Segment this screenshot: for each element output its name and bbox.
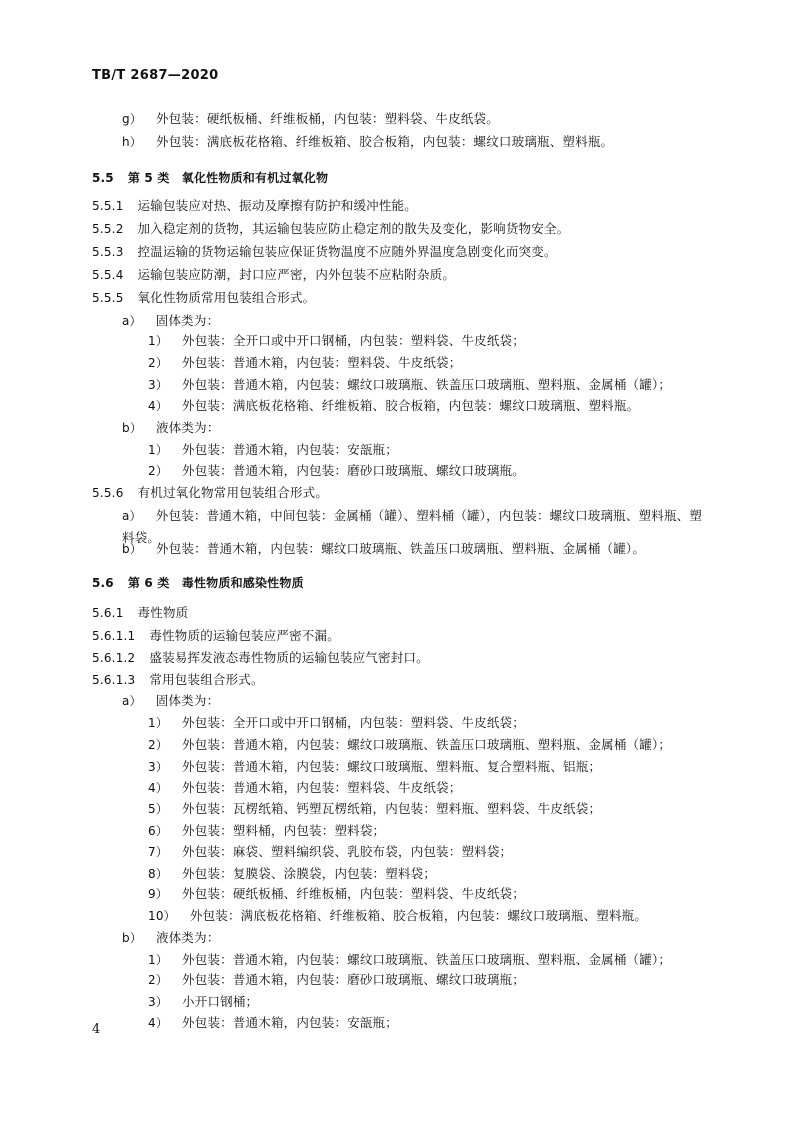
clause-text: 外包装：普通木箱，内包装：螺纹口玻璃瓶、铁盖压口玻璃瓶、塑料瓶、金属桶（罐）。 — [156, 541, 646, 556]
clause-number: 1） — [148, 334, 169, 348]
clause-number: 3） — [148, 760, 169, 774]
clause-line — [92, 198, 417, 214]
clause-text: 固体类为： — [155, 693, 220, 708]
clause-text: 外包装：普通木箱，内包装：磨砂口玻璃瓶、螺纹口玻璃瓶； — [182, 972, 525, 987]
standard-code-header: TB/T 2687—2020 — [92, 68, 219, 83]
clause-text: 加入稳定剂的货物，其运输包装应防止稳定剂的散失及变化，影响货物安全。 — [137, 221, 570, 236]
clause-text: 液体类为： — [156, 420, 220, 435]
clause-number: 5.5 — [92, 171, 114, 185]
clause-number: 2） — [148, 738, 169, 752]
clause-line — [148, 866, 436, 882]
clause-line — [148, 908, 647, 924]
clause-text: 毒性物质的运输包装应严密不漏。 — [149, 628, 340, 643]
clause-line — [148, 994, 258, 1010]
clause-number: 5.6.1 — [92, 606, 124, 620]
clause-text: 外包装：普通木箱，内包装：螺纹口玻璃瓶、铁盖压口玻璃瓶、塑料瓶、金属桶（罐）； — [182, 737, 672, 752]
clause-number: g） — [122, 112, 143, 126]
clause-text: 外包装：复膜袋、涂膜袋，内包装：塑料袋； — [182, 866, 437, 881]
clause-number: 1） — [148, 443, 169, 457]
clause-line — [148, 715, 525, 731]
clause-line — [92, 628, 340, 644]
clause-text: 运输包装应防潮，封口应严密，内外包装不应粘附杂质。 — [137, 267, 456, 282]
clause-line — [148, 737, 671, 753]
clause-number: 9） — [148, 887, 169, 901]
clause-line — [122, 930, 220, 946]
clause-number: h） — [122, 135, 143, 149]
clause-line — [92, 672, 264, 688]
clause-line — [148, 844, 512, 860]
clause-number: 5.5.5 — [92, 291, 124, 305]
clause-text: 外包装：全开口或中开口钢桶，内包装：塑料袋、牛皮纸袋； — [182, 333, 525, 348]
clause-number: b） — [122, 931, 143, 945]
section-title: 第 5 类 氧化性物质和有机过氧化物 — [127, 171, 329, 185]
clause-number: 5.6.1.3 — [92, 673, 136, 687]
clause-line — [92, 485, 328, 501]
clause-text: 外包装：普通木箱，内包装：安瓿瓶； — [182, 1015, 398, 1030]
clause-number: 5.5.4 — [92, 268, 124, 282]
clause-number: 5.5.6 — [92, 486, 124, 500]
clause-text: 外包装：硬纸板桶、纤维板桶，内包装：塑料袋、牛皮纸袋； — [182, 886, 525, 901]
clause-number: 2） — [148, 464, 169, 478]
clause-line — [148, 952, 671, 968]
clause-line — [122, 111, 499, 127]
clause-number: b） — [122, 542, 143, 556]
clause-number: 3） — [148, 995, 169, 1009]
clause-text: 运输包装应对热、振动及摩擦有防护和缓冲性能。 — [137, 198, 417, 213]
clause-text: 外包装：普通木箱，内包装：塑料袋、牛皮纸袋； — [182, 780, 462, 795]
clause-text: 外包装：普通木箱，中间包装：金属桶（罐）、塑料桶（罐），内包装：螺纹口玻璃瓶、塑料瓶、塑料袋。 — [122, 508, 703, 545]
page-number: 4 — [92, 1022, 101, 1037]
clause-number: 8） — [148, 867, 169, 881]
clause-line — [148, 355, 461, 371]
clause-text: 外包装：普通木箱，内包装：安瓿瓶； — [182, 442, 398, 457]
clause-number: 4） — [148, 781, 169, 795]
clause-number: a） — [122, 509, 142, 523]
clause-number: 4） — [148, 1016, 169, 1030]
clause-number: a） — [122, 694, 142, 708]
clause-text: 外包装：满底板花格箱、纤维板箱、胶合板箱，内包装：螺纹口玻璃瓶、塑料瓶。 — [156, 134, 614, 149]
clause-text: 外包装：普通木箱，内包装：螺纹口玻璃瓶、铁盖压口玻璃瓶、塑料瓶、金属桶（罐）； — [182, 377, 672, 392]
clause-line — [148, 1015, 398, 1031]
clause-number: 5.5.2 — [92, 222, 124, 236]
clause-line — [148, 333, 525, 349]
clause-text: 外包装：瓦楞纸箱、钙塑瓦楞纸箱，内包装：塑料瓶、塑料袋、牛皮纸袋； — [182, 801, 602, 816]
clause-number: 5.6.1.1 — [92, 629, 136, 643]
clause-line — [122, 420, 220, 436]
clause-text: 外包装：普通木箱，内包装：磨砂口玻璃瓶、螺纹口玻璃瓶。 — [182, 463, 525, 478]
clause-text: 外包装：普通木箱，内包装：螺纹口玻璃瓶、铁盖压口玻璃瓶、塑料瓶、金属桶（罐）； — [182, 952, 672, 967]
clause-number: 1） — [148, 716, 169, 730]
clause-number: 6） — [148, 824, 169, 838]
clause-line — [92, 267, 455, 283]
clause-line — [148, 780, 461, 796]
clause-text: 外包装：麻袋、塑料编织袋、乳胶布袋，内包装：塑料袋； — [182, 844, 513, 859]
clause-number: 2） — [148, 356, 169, 370]
clause-number: 4） — [148, 399, 169, 413]
clause-number: b） — [122, 421, 143, 435]
section-title: 第 6 类 毒性物质和感染性物质 — [127, 576, 304, 590]
clause-line — [92, 605, 188, 621]
clause-number: 5.5.1 — [92, 199, 124, 213]
clause-line — [122, 134, 613, 150]
clause-line — [148, 972, 525, 988]
clause-text: 毒性物质 — [137, 605, 189, 620]
clause-text: 外包装：全开口或中开口钢桶，内包装：塑料袋、牛皮纸袋； — [182, 715, 525, 730]
clause-text: 常用包装组合形式。 — [149, 672, 264, 687]
clause-line — [122, 313, 219, 329]
clause-line — [148, 823, 385, 839]
section-heading — [92, 170, 328, 186]
clause-line — [148, 886, 525, 902]
clause-text: 外包装：硬纸板桶、纤维板桶，内包装：塑料袋、牛皮纸袋。 — [156, 111, 499, 126]
clause-number: 5.5.3 — [92, 245, 124, 259]
clause-line — [148, 801, 601, 817]
clause-text: 外包装：普通木箱，内包装：螺纹口玻璃瓶、塑料瓶、复合塑料瓶、铝瓶； — [182, 759, 602, 774]
clause-text: 氧化性物质常用包装组合形式。 — [137, 290, 316, 305]
clause-text: 外包装：满底板花格箱、纤维板箱、胶合板箱，内包装：螺纹口玻璃瓶、塑料瓶。 — [182, 398, 640, 413]
clause-line — [148, 377, 671, 393]
clause-line — [92, 221, 569, 237]
clause-number: 5.6 — [92, 576, 114, 590]
clause-number: 5.6.1.2 — [92, 651, 136, 665]
section-heading — [92, 575, 304, 591]
clause-line — [122, 693, 219, 709]
clause-line — [92, 650, 429, 666]
clause-line — [148, 442, 398, 458]
clause-line — [92, 290, 315, 306]
clause-number: 3） — [148, 378, 169, 392]
clause-number: 7） — [148, 845, 169, 859]
clause-line — [148, 463, 525, 479]
clause-number: 1） — [148, 953, 169, 967]
clause-line — [148, 759, 601, 775]
clause-text: 盛装易挥发液态毒性物质的运输包装应气密封口。 — [149, 650, 429, 665]
clause-line — [148, 398, 639, 414]
clause-text: 控温运输的货物运输包装应保证货物温度不应随外界温度急剧变化而突变。 — [137, 244, 557, 259]
clause-number: 10） — [148, 909, 176, 923]
clause-text: 有机过氧化物常用包装组合形式。 — [137, 485, 329, 500]
clause-line — [92, 244, 557, 260]
clause-number: a） — [122, 314, 142, 328]
clause-text: 外包装：普通木箱，内包装：塑料袋、牛皮纸袋； — [182, 355, 462, 370]
clause-text: 外包装：满底板花格箱、纤维板箱、胶合板箱，内包装：螺纹口玻璃瓶、塑料瓶。 — [189, 908, 648, 923]
clause-text: 小开口钢桶； — [182, 994, 259, 1009]
clause-text: 液体类为： — [156, 930, 220, 945]
clause-text: 外包装：塑料桶，内包装：塑料袋； — [182, 823, 386, 838]
clause-number: 5） — [148, 802, 169, 816]
clause-number: 2） — [148, 973, 169, 987]
clause-line — [122, 541, 645, 557]
clause-text: 固体类为： — [155, 313, 220, 328]
